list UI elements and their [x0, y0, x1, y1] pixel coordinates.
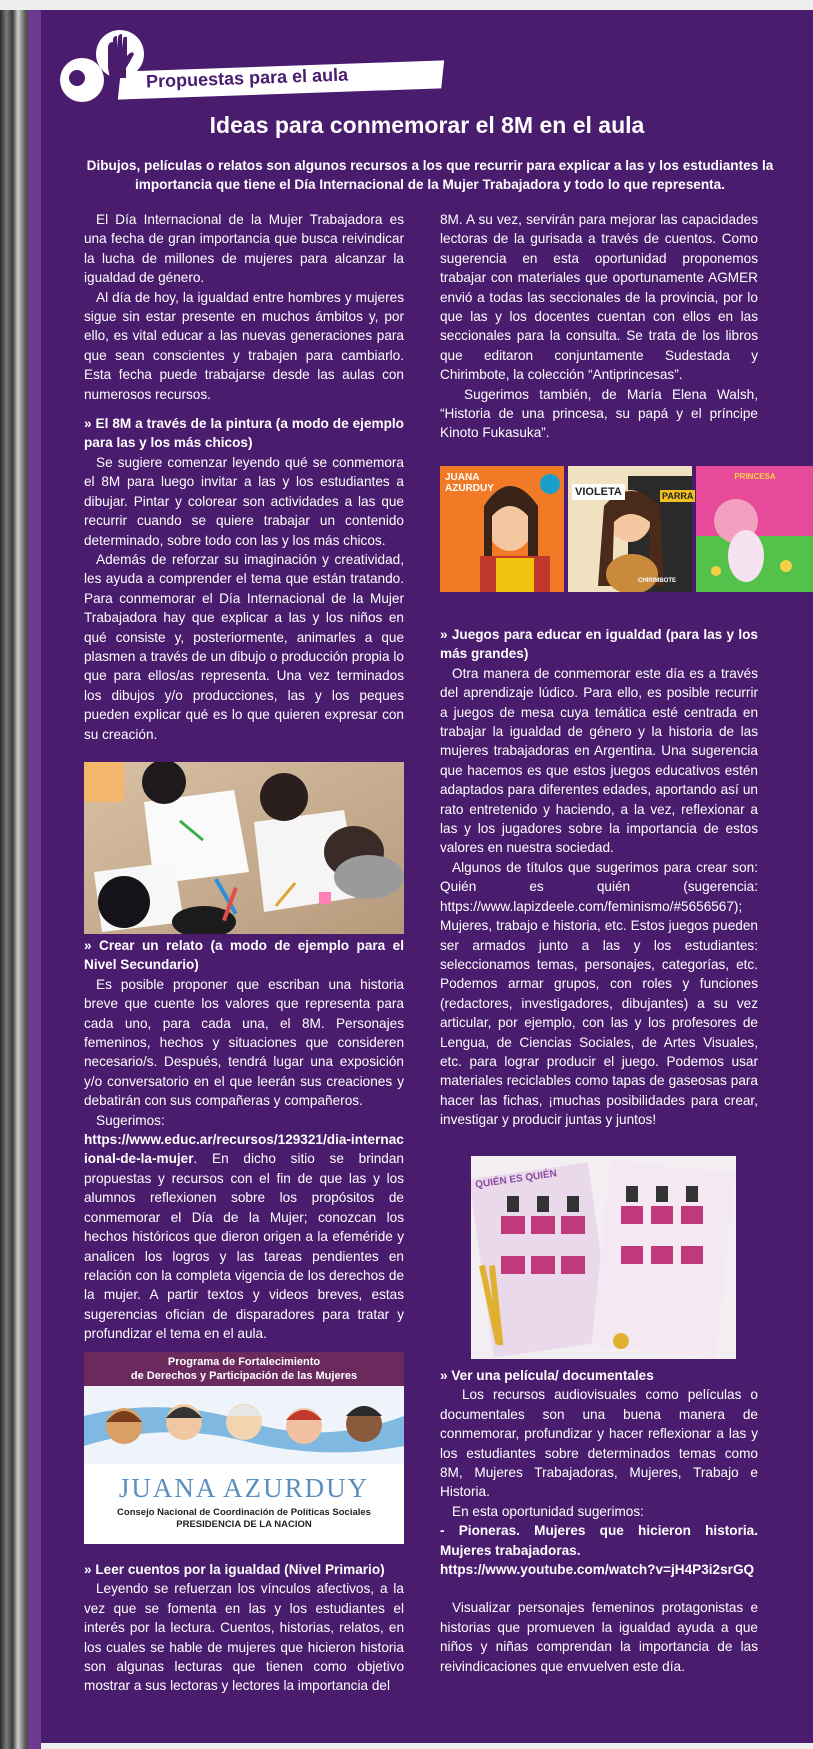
- film-paragraph-2: En esta oportunidad sugerimos:: [452, 1503, 644, 1519]
- story-heading: » Crear un relato (a modo de ejemplo para el Nivel Secundario): [84, 938, 404, 973]
- children-drawing-photo: [84, 762, 404, 934]
- raised-fist-icon: [60, 28, 152, 108]
- section-label: Propuestas para el aula: [145, 64, 349, 92]
- poster-name: JUANA AZURDUY: [118, 1473, 370, 1503]
- film-paragraph-4: Visualizar personajes femeninos protagonistas e historias que promueven la igualdad ayuda a que niños y niñas comprendan la importancia de las reivindicaciones que envuelven este día.: [440, 1600, 758, 1674]
- right-column: [440, 210, 758, 443]
- book-violeta-parra-cover: [568, 466, 692, 592]
- books-strip: [440, 466, 813, 592]
- side-stripe: [28, 10, 41, 1749]
- story-section: [84, 936, 404, 1344]
- games-paragraph-1: Otra manera de conmemorar este día es a través del aprendizaje lúdico. Para ello, es posible recurrir a juegos de mesa cuya temática esté centrada en trabajar la igualdad de género y la historia de las mujeres trabajadoras en Argentina. Una sugerencia que hacemos es que estos juegos educativos estén adaptados para diferentes edades, aportando así un rato entretenido y haciendo, a la vez, reflexionar a las y los jugadores sobre la importancia de estos valores en nuestra sociedad.: [440, 665, 758, 856]
- book1-title: JUANA AZURDUY: [445, 472, 494, 494]
- section-tag: [60, 28, 390, 108]
- game-boards-illustration: [471, 1156, 736, 1359]
- page-title: Ideas para conmemorar el 8M en el aula: [209, 112, 645, 138]
- book2-title: VIOLETA: [572, 484, 625, 500]
- poster-line-3: Consejo Nacional de Coordinación de Políticas Sociales: [117, 1507, 371, 1518]
- intro-paragraph-1: El Día Internacional de la Mujer Trabajadora es una fecha de gran importancia que busca reivindicar la lucha de millones de mujeres para alcanzar la igualdad de género.: [84, 212, 404, 286]
- intro-paragraph-2: Al día de hoy, la igualdad entre hombres y mujeres sigue sin estar presente en muchos ámbitos y, por ello, es vital educar a las nuevas generaciones para que sean conscientes y trabajen para cambiarlo. Esta fecha puede trabajarse desde las aulas con numerosos recursos.: [84, 289, 404, 402]
- painting-paragraph-2: Además de reforzar su imaginación y creatividad, les ayuda a comprender el tema que están tratando. Para conmemorar el Día Internacional de la Mujer Trabajadora hay que explicar a las y los niños en qué consiste y, posteriormente, animarles a que plasmen a través de un dibujo o producción propia lo que para ellos/as representa. Una vez terminados los dibujos y/o producciones, las y los peques pueden explicar qué es lo que quieren expresar con su creación.: [84, 551, 404, 742]
- painting-paragraph-1: Se sugiere comenzar leyendo qué se conmemora el 8M para luego invitar a las y los estudiantes a dibujar. Pintar y colorear son actividades a las que recurrir cuando se quiere trabajar un contenido determinado, sobre todo con las y los más chicos.: [84, 454, 404, 548]
- story-suggest: Sugerimos:: [96, 1112, 165, 1128]
- juana-azurduy-poster: [84, 1352, 404, 1544]
- quien-es-quien-game-photo: [471, 1156, 736, 1359]
- princess-illustration: [696, 466, 813, 592]
- game-label: QUIÉN ES QUIÉN: [474, 1168, 558, 1191]
- reading-section: [84, 1560, 404, 1696]
- page-subtitle: Dibujos, películas o relatos son algunos recursos a los que recurrir para explicar a las y los estudiantes la importancia que tiene el Día Internacional de la Mujer Trabajadora y todo lo que representa.: [86, 158, 774, 192]
- children-drawing-illustration: [84, 762, 404, 934]
- reading-paragraph-2: Sugerimos también, de María Elena Walsh, “Historia de una princesa, su papá y el príncipe Kinoto Fukasuka”.: [440, 386, 758, 441]
- book2-subtitle: PARRA: [662, 491, 694, 501]
- poster-line-1: Programa de Fortalecimiento: [167, 1356, 321, 1368]
- juana-portrait-illustration: [440, 466, 564, 592]
- educ-ar-link[interactable]: https://www.educ.ar/recursos/129321/dia-internacional-de-la-mujer: [84, 1132, 404, 1167]
- left-column: [84, 210, 404, 744]
- book-princess-cover: [696, 466, 813, 592]
- games-paragraph-2: Algunos de títulos que sugerimos para crear son: Quién es quién (sugerencia: https://www.lapizdeele.com/feminismo/#5656567); Mujeres, trabajo e historia, etc. Estos juegos pueden ser armados junto a las y los estudiantes: seleccionamos temas, personajes, categorías, etc. Podemos armar grupos, con roles y funciones (redactores, investigadores, dibujantes) a su vez articular, por ejemplo, con las y los profesores de Lengua, de Ciencias Sociales, de Artes Visuales, etc. para lograr producir el juego. Podemos usar materiales reciclables como tapas de gaseosas para hacer las fichas, ¡muchas posibilidades para crear, investigar y producir juntas y juntos!: [440, 859, 758, 1128]
- book3-title: PRINCESA: [734, 472, 776, 481]
- games-heading: » Juegos para educar en igualdad (para las y los más grandes): [440, 627, 758, 662]
- film-paragraph-3: - Pioneras. Mujeres que hicieron historia. Mujeres trabajadoras.: [440, 1523, 758, 1558]
- reading-paragraph-1: Leyendo se refuerzan los vínculos afectivos, a la vez que se fomenta en las y los estudiantes el interés por la lectura. Cuentos, historias, relatos, en los cuales se hable de mujeres que hicieron historia son algunas lecturas que tienen como objetivo mostrar a sus lectoras y lectores la importancia del: [84, 1581, 404, 1694]
- reading-heading: » Leer cuentos por la igualdad (Nivel Primario): [84, 1562, 385, 1577]
- poster-line-4: PRESIDENCIA DE LA NACION: [176, 1519, 312, 1530]
- youtube-link[interactable]: https://www.youtube.com/watch?v=jH4P3i2srGQ: [440, 1562, 755, 1578]
- book-juana-azurduy-cover: [440, 466, 564, 592]
- reading-continued: 8M. A su vez, servirán para mejorar las capacidades lectoras de la gurisada a través de cuentos. Como sugerencia en esta oportunidad proponemos trabajar con materiales que oportunamente AGMER envió a todas las seccionales de la provincia, por lo que las y los docentes cuentan con ellos en las seccionales para la consulta. Se trata de los libros que editaron conjuntamente Sudestada y Chirimbote, la colección “Antiprincesas”.: [440, 212, 758, 383]
- film-paragraph-1: Los recursos audiovisuales como películas o documentales son una buena manera de conmemorar, profundizar y hacer reflexionar a las y los estudiantes sobre determinados temas como 8M, Mujeres Trabajadoras, Mujeres, Trabajo e Historia.: [440, 1387, 758, 1500]
- film-section: [440, 1366, 758, 1676]
- film-heading: » Ver una película/ documentales: [440, 1368, 654, 1383]
- story-paragraph-1: Es posible proponer que escriban una historia breve que cuente los valores que representa para cada uno, para cada una, el 8M. Personajes femeninos, hechos y situaciones que consideren necesario/s. Después, tendrá lugar una exposición y/o conversatorio en el que leerán sus creaciones y debatirán con sus compañeras y compañeros.: [84, 976, 404, 1109]
- poster-line-2: de Derechos y Participación de las Mujeres: [130, 1370, 358, 1382]
- book2-brand: CHIRIMBOTE: [638, 578, 676, 584]
- painting-heading: » El 8M a través de la pintura (a modo de ejemplo para las y los más chicos): [84, 416, 404, 451]
- story-paragraph-2: . En dicho sitio se brindan propuestas y recursos con el fin de que las y los alumnos reflexionen sobre los propósitos de conmemorar el Día de la Mujer; conozcan los hechos históricos que dieron origen a la efeméride y analicen los logros y las tareas pendientes en relación con la completa vigencia de los derechos de la mujer. A partir textos y videos breves, estas sugerencias ofician de disparadores para tratar y profundizar el tema en el aula.: [84, 1151, 404, 1342]
- women-faces-illustration: [84, 1386, 404, 1464]
- games-section: [440, 625, 758, 1130]
